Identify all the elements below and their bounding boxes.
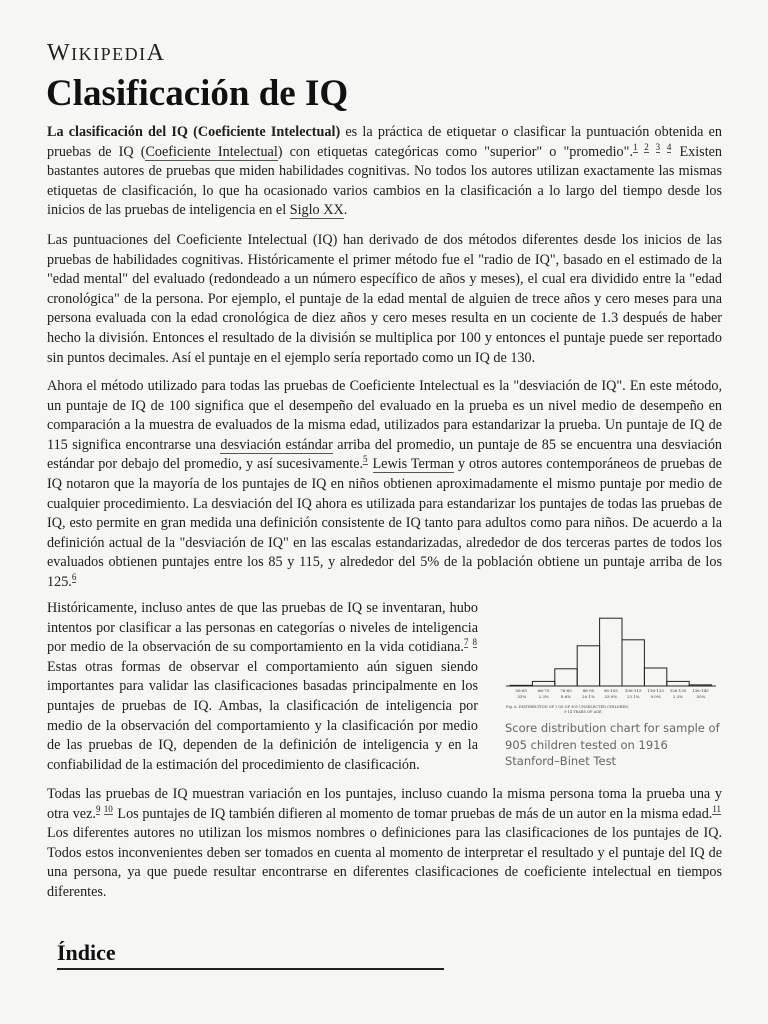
- link-siglo-xx[interactable]: Siglo XX: [289, 202, 344, 219]
- ref-10[interactable]: 10: [103, 803, 113, 814]
- histogram-category-label: 86-95: [582, 688, 595, 693]
- histogram-category-label: 106-115: [624, 688, 642, 693]
- histogram-value-label: 8.6%: [560, 694, 572, 699]
- histogram-bar-106-115: [622, 640, 644, 686]
- figure-inner-caption-2: 5-14 YEARS OF AGE: [564, 710, 602, 714]
- histogram-bar-86-95: [577, 646, 599, 686]
- histogram-category-label: 96-105: [603, 688, 618, 693]
- histogram-chart: [504, 606, 722, 716]
- wikipedia-logo[interactable]: WIKIPEDIA: [47, 40, 166, 66]
- link-coeficiente-intelectual[interactable]: Coeficiente Intelectual: [145, 143, 278, 160]
- figure-caption: Score distribution chart for sample of 905 children tested on 1916 Stanford–Binet Test: [505, 721, 720, 768]
- ref-8[interactable]: 8: [472, 637, 478, 648]
- histogram-bar-126-135: [667, 681, 689, 686]
- ref-5[interactable]: 5: [363, 454, 368, 465]
- ref-11[interactable]: 11: [712, 803, 722, 814]
- histogram-bar-56-65: [510, 685, 532, 686]
- ref-7[interactable]: 7: [463, 637, 469, 648]
- histogram-bar-116-125: [644, 668, 666, 686]
- deviation-iq-paragraph: Ahora el método utilizado para todas las pruebas de Coeficiente Intelectual es la "desviación de IQ". En este método, un puntaje de IQ de 100 significa que el desempeño del evaluado en la prueba es un nivel medio de desempeño en comparación a la muestra de evaluados de la misma edad, utilizados para estandarizar la prueba. Un puntaje de IQ de 115 significa encontrarse una desviación estándar arriba del promedio, un puntaje de 85 se encuentra una desviación estándar por debajo del promedio, y así sucesivamente.$^5$ Lewis Terman y otros autores contemporáneos de pruebas de IQ notaron que la mayoría de los puntajes de IQ en niños obtienen aproximadamente el mismo puntaje por medio de cualquier procedimiento. La desviación del IQ ahora es utilizada para estandarizar los puntajes de todas las pruebas de IQ, esto permite en gran medida una definición consistente de IQ tanto para adultos como para niños. De acuerdo a la definición actual de la "desviación de IQ" en las escalas estandarizadas, alrededor de dos terceras partes de todos los evaluados obtienen puntajes entre los 85 y 115, y alrededor del 5% de la población obtiene un puntaje arriba de los 125.$^6$: [47, 378, 723, 590]
- histogram-category-label: 126-135: [669, 688, 687, 693]
- histogram-bar-76-85: [555, 669, 577, 686]
- ref-4[interactable]: 4: [666, 141, 672, 152]
- histogram-category-label: 66-75: [537, 688, 550, 693]
- ref-6[interactable]: 6: [71, 571, 77, 582]
- ref-3[interactable]: 3: [655, 141, 661, 152]
- histogram-bar-136-145: [689, 685, 711, 686]
- variation-paragraph: Todas las pruebas de IQ muestran variación en los puntajes, incluso cuando la misma persona toma la prueba una y otra vez.$^{9 10}$ Los puntajes de IQ también difieren al momento de tomar pruebas de más de un autor en la misma edad.$^{11}$ Los diferentes autores no utilizan los mismos nombres o definiciones para las clasificaciones de los puntajes de IQ. Todos estos inconvenientes deben ser tomados en cuenta al momento de interpretar el resultado y el puntaje del IQ de una persona, ya que puede resultar encontrarse en diferentes clasificaciones de coeficiente intelectual en tiempos diferentes.: [47, 786, 722, 900]
- histogram-value-label: .55%: [695, 694, 706, 699]
- histogram-category-label: 76-85: [560, 688, 572, 693]
- histogram-value-label: 2.3%: [672, 694, 684, 699]
- page-title: Clasificación de IQ: [46, 73, 349, 114]
- link-desviacion-estandar[interactable]: desviación estándar: [220, 436, 333, 453]
- history-paragraph: Históricamente, incluso antes de que las pruebas de IQ se inventaran, hubo intentos por clasificar a las personas en categorías o niveles de inteligencia por medio de la observación de su comportamiento en la vida cotidiana.$^{7 8}$ Estas otras formas de observar el comportamiento aún siguen siendo importantes para validar las clasificaciones basadas principalmente en los puntajes de pruebas de IQ. Ambas, la clasificación de inteligencia por medio de la observación del comportamiento y la clasificación por medio de las pruebas de IQ, dependen de la definición de inteligencia y en la confiabilidad de la estimación del procedimiento de clasificación.: [47, 600, 478, 773]
- histogram-value-label: 2.3%: [538, 694, 549, 699]
- histogram-bar-96-105: [600, 618, 622, 686]
- histogram-category-label: 56-65: [515, 688, 527, 693]
- ref-1[interactable]: 1: [633, 141, 638, 152]
- histogram-category-label: 116-125: [647, 688, 664, 693]
- intro-paragraph: La clasificación del IQ (Coeficiente Intelectual) es la práctica de etiquetar o clasificar la puntuación obtenida en pruebas de IQ (Coeficiente Intelectual) con etiquetas categóricas como "superior" o "promedio".$^{1 2 3 4}$ Existen bastantes autores de pruebas que miden habilidades cognitivas. No todos los autores utilizan exactamente las mismas etiquetas de clasificación, lo que ha ocasionado varios cambios en la clasificación a lo largo del tiempo desde los inicios de las pruebas de inteligencia en el Siglo XX.: [47, 124, 723, 219]
- histogram-value-label: 9.0%: [650, 694, 661, 699]
- histogram-bar-66-75: [532, 681, 554, 686]
- ref-group: [633, 142, 672, 152]
- histogram-value-label: 23.1%: [626, 694, 640, 699]
- ratio-iq-paragraph: Las puntuaciones del Coeficiente Intelectual (IQ) han derivado de dos métodos diferentes desde los inicios de las pruebas de habilidades cognitivas. Históricamente el primer método fue el "radio de IQ", basado en el estimado de la "edad mental" del evaluado (redondeado a un número específico de años y meses), el cual era dividido entre la "edad cronológica" de la persona. Por ejemplo, el puntaje de la edad mental de alguien de trece años y cero meses para una persona evaluada con la edad cronológica de diez años y cero meses resulta en un cociente de 1.3 después de haber hecho la división. Entonces el resultado de la división se multiplica por 100 y entonces el puntaje puede ser reportado sin puntos decimales. Así el puntaje en el ejemplo sería reportado como un IQ de 130.: [47, 232, 722, 366]
- histogram-value-label: .33%: [516, 694, 527, 699]
- histogram-value-label: 33.9%: [604, 694, 618, 699]
- toc-divider: [57, 968, 444, 970]
- toc-heading: Índice: [57, 940, 116, 965]
- histogram-category-label: 136-145: [692, 688, 709, 693]
- link-lewis-terman[interactable]: Lewis Terman: [372, 456, 454, 473]
- intro-bold-term: La clasificación del IQ (Coeficiente Intelectual): [47, 124, 341, 140]
- histogram-value-label: 20.1%: [582, 694, 595, 699]
- ref-9[interactable]: 9: [95, 803, 101, 814]
- figure-inner-caption-1: Fig. 6. DISTRIBUTION OF I QS OF 905 UNSELECTED CHILDREN,: [506, 705, 630, 709]
- ref-2[interactable]: 2: [644, 141, 649, 152]
